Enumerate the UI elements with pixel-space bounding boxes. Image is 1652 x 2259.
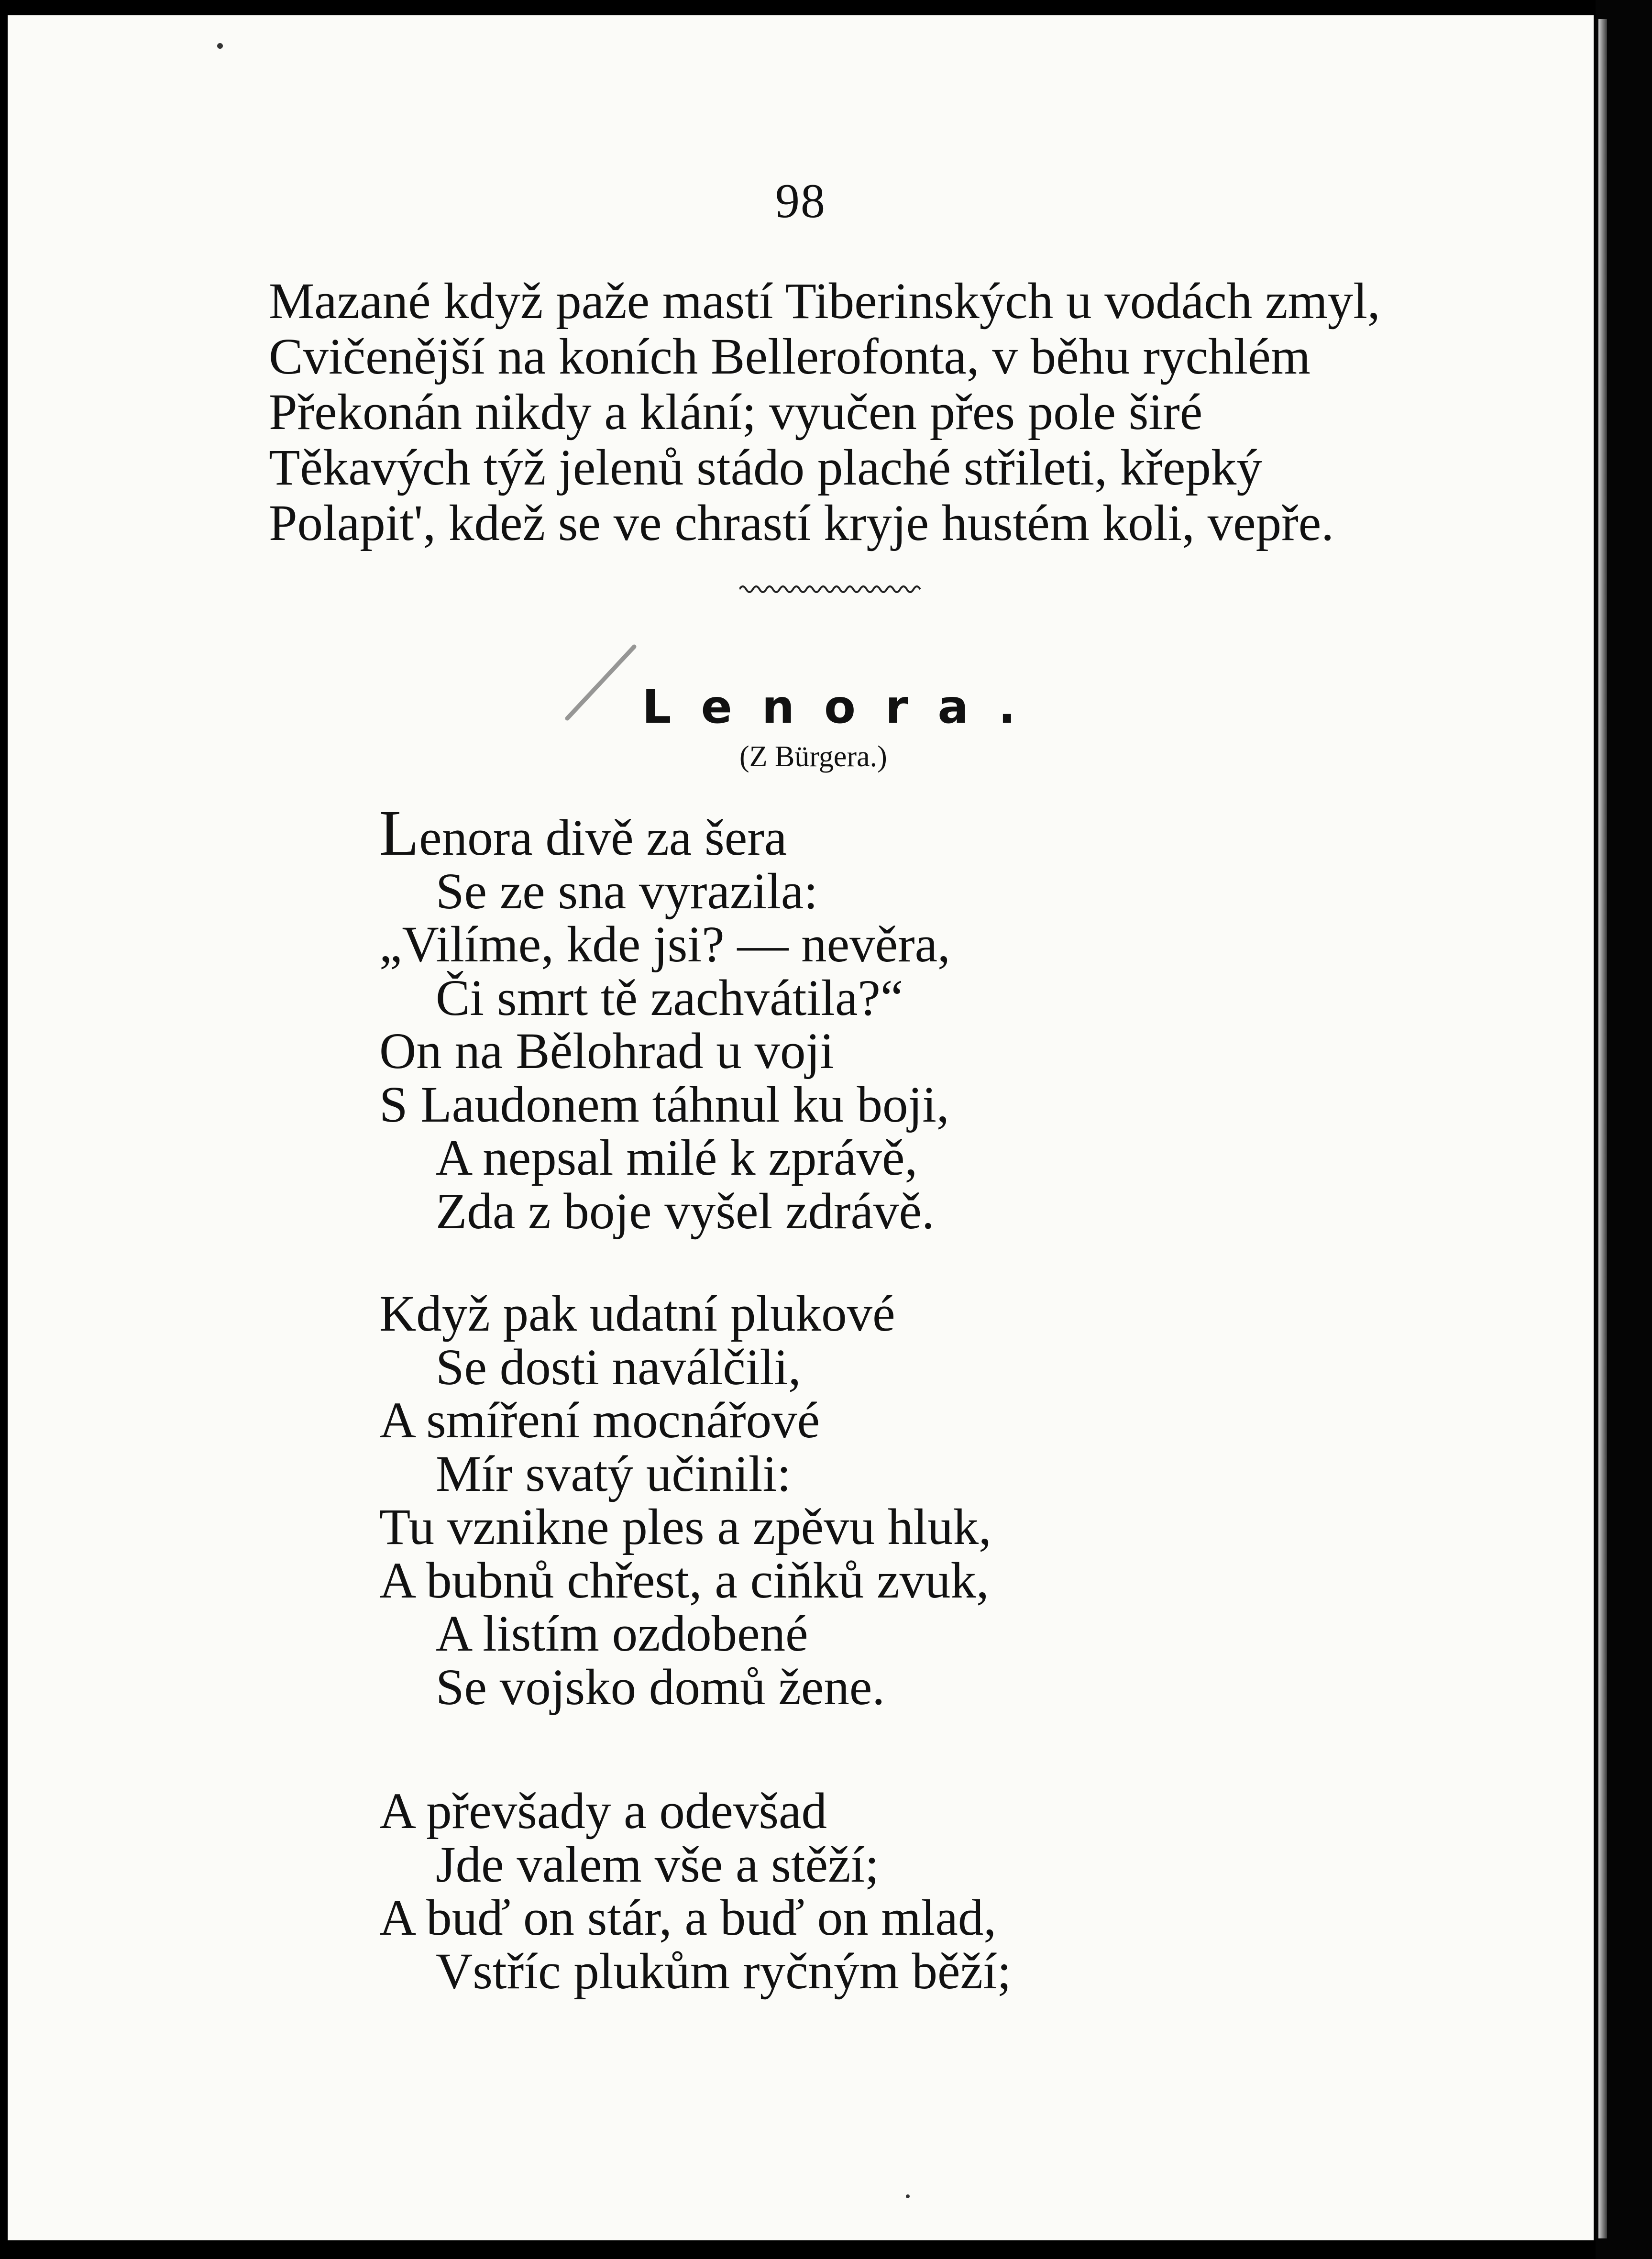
stanza-line: Se vojsko domů žene. [436, 1659, 885, 1716]
book-page [8, 15, 1594, 2240]
verse-line: Cvičenější na koních Bellerofonta, v běhu rychlém [269, 329, 1311, 385]
poem-subtitle: (Z Bürgera.) [739, 740, 887, 773]
stanza-3 [379, 1785, 1012, 1998]
stanza-line: Když pak udatní plukové [379, 1286, 895, 1342]
stanza-line: A buď on stár, a buď on mlad, [379, 1890, 997, 1946]
stanza-line: A smíření mocnářové [379, 1392, 820, 1449]
stanza-line: Či smrt tě zachvátila?“ [436, 970, 903, 1026]
ink-speck [217, 43, 223, 49]
stanza-line: Se dosti naválčili, [436, 1339, 801, 1396]
stanza-line: „Vilíme, kde jsi? — nevěra, [379, 916, 950, 973]
first-line-text: enora divě za šera [419, 810, 787, 866]
closing-verse-block [269, 274, 1380, 551]
stanza-line: Se ze sna vyrazila: [436, 863, 818, 920]
stanza-line: A převšady a odevšad [379, 1783, 827, 1840]
verse-line: Mazané když paže mastí Tiberinských u vodách zmyl, [269, 273, 1380, 330]
stanza-line: A nepsal milé k zprávě, [436, 1130, 918, 1186]
stanza-line: Jde valem vše a stěží; [436, 1836, 880, 1893]
page-fold-shadow [1598, 19, 1607, 2238]
scan-border-right [1596, 0, 1652, 2259]
stanza-line: Tu vznikne ples a zpěvu hluk, [379, 1499, 991, 1555]
verse-line: Těkavých týž jelenů stádo plaché střileti, křepký [269, 440, 1262, 496]
stanza-2 [379, 1288, 991, 1714]
stanza-1 [379, 797, 950, 1240]
stanza-line: On na Bělohrad u voji [379, 1023, 834, 1080]
stanza-line: A bubnů chřest, a ciňků zvuk, [379, 1552, 989, 1609]
wavy-divider-ornament [739, 580, 926, 599]
stanza-line [379, 797, 950, 869]
poem-title: Lenora. [642, 680, 1046, 734]
drop-cap: L [379, 797, 419, 869]
stanza-line: Mír svatý učinili: [436, 1445, 791, 1502]
stanza-line: Zda z boje vyšel zdrávě. [436, 1183, 935, 1240]
verse-line: Polapit', kdež se ve chrastí kryje hustém koli, vepře. [269, 495, 1334, 551]
ink-speck [906, 2194, 910, 2198]
stanza-line: Vstříc plukům ryčným běží; [436, 1943, 1012, 2000]
stanza-line: S Laudonem táhnul ku boji, [379, 1076, 949, 1133]
page-number: 98 [775, 174, 826, 228]
stanza-line: A listím ozdobené [436, 1606, 808, 1662]
verse-line: Překonán nikdy a klání; vyučen přes pole širé [269, 384, 1203, 441]
